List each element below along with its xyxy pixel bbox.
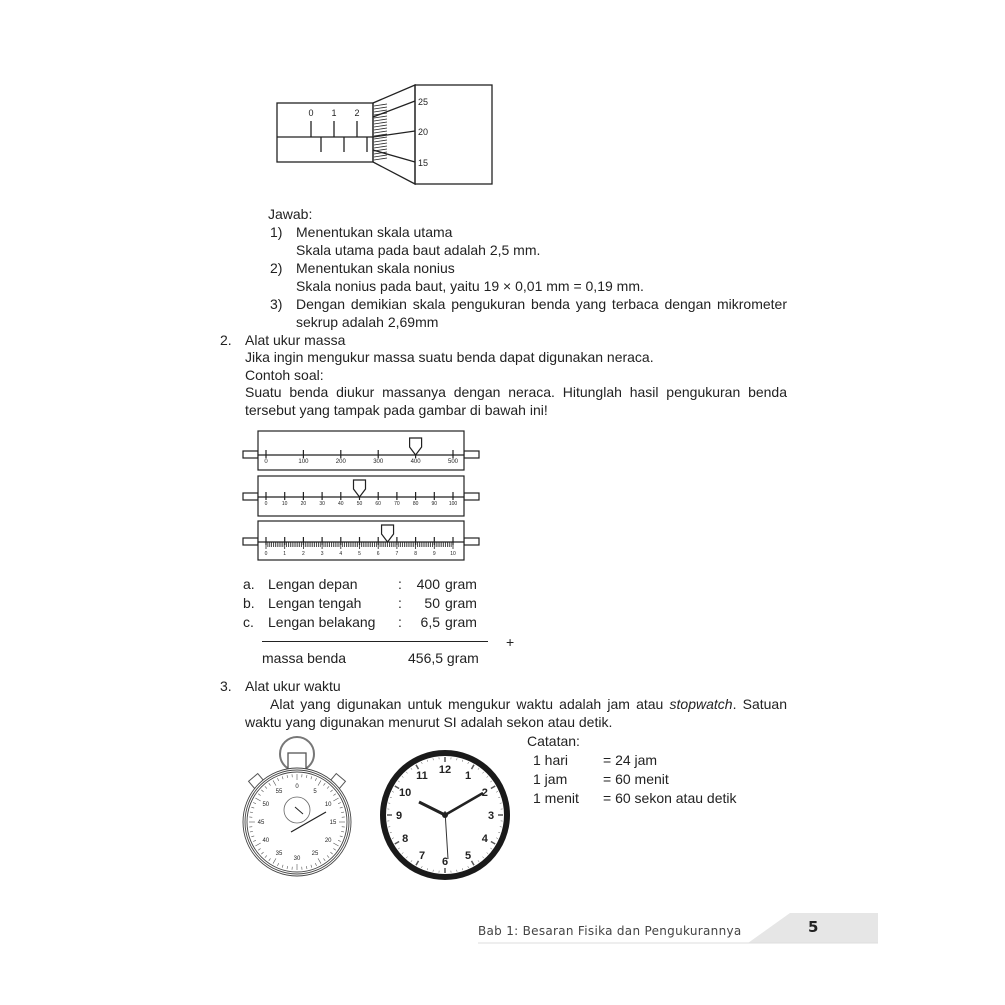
thimble-hatch	[374, 155, 387, 157]
result-letter: c.	[243, 614, 254, 630]
text: . Satuan	[732, 696, 787, 712]
beam-scale-label: 9	[432, 551, 436, 557]
beam-stub	[243, 451, 258, 458]
beam-scale-label: 5	[358, 551, 361, 557]
thimble-hatch	[374, 125, 387, 127]
clock-center	[442, 812, 448, 818]
section-number: 3.	[220, 678, 232, 694]
balance-beam	[243, 476, 479, 516]
clock-numeral: 5	[464, 849, 472, 862]
clock-numeral: 8	[402, 833, 409, 845]
beam-scale-label: 3	[320, 551, 324, 557]
clock-numeral: 9	[395, 810, 403, 822]
stopwatch-label: 55	[275, 788, 283, 795]
beam-scale-label: 500	[447, 459, 459, 465]
beam-scale-label: 1	[283, 551, 287, 557]
clock-numeral: 2	[481, 787, 488, 799]
step-detail: Skala nonius pada baut, yaitu 19 × 0,01 mm = 0,19 mm.	[296, 278, 644, 294]
beam-scale-label: 10	[450, 551, 456, 557]
thimble-hatch	[374, 131, 387, 133]
thimble-hatch	[374, 104, 387, 106]
paragraph: Suatu benda diukur massanya dengan neraca. Hitunglah hasil pengukuran benda	[245, 384, 787, 400]
stopwatch-label: 10	[324, 802, 332, 808]
result-value: 6,5	[420, 614, 440, 630]
beam-scale-label: 50	[356, 501, 363, 507]
stopwatch-label: 25	[311, 851, 319, 858]
result-letter: b.	[243, 595, 255, 611]
beam-frame	[258, 431, 464, 470]
step-title: Menentukan skala utama	[296, 224, 453, 240]
beam-scale-label: 6	[376, 551, 380, 557]
note-left: 1 jam	[533, 771, 568, 787]
beam-stub	[243, 538, 258, 545]
stopwatch-label: 20	[324, 838, 332, 844]
balance-beam	[243, 431, 479, 470]
page-number: 5	[808, 918, 819, 936]
clock-numeral: 11	[416, 770, 428, 783]
thimble-hatch	[374, 143, 387, 145]
step-title: Menentukan skala nonius	[296, 260, 455, 276]
beam-scale-label: 20	[300, 501, 307, 507]
step-number: 2)	[270, 260, 283, 276]
result-label: Lengan depan	[268, 576, 358, 592]
clock-numeral: 6	[441, 856, 449, 868]
step-number: 1)	[270, 224, 283, 240]
thimble-scale-label: 20	[418, 127, 429, 137]
thimble-hatch	[374, 149, 387, 151]
stopwatch-label: 50	[262, 802, 270, 808]
beam-scale-label: 30	[319, 501, 325, 507]
result-value: 50	[424, 595, 440, 611]
beam-scale-label: 60	[375, 501, 381, 507]
thimble-hatch	[374, 122, 387, 124]
result-label: Lengan tengah	[268, 595, 362, 611]
beam-scale-label: 10	[281, 501, 288, 507]
section-title: Alat ukur waktu	[245, 678, 341, 694]
thimble-scale-label: 15	[418, 158, 429, 168]
beam-scale-label: 400	[410, 459, 421, 465]
beam-stub	[243, 493, 258, 500]
stopwatch-label: 30	[293, 856, 301, 862]
balance-beam	[243, 521, 479, 560]
beam-scale-label: 40	[338, 501, 344, 507]
beam-scale-label: 2	[302, 551, 305, 557]
result-value: 400	[416, 576, 440, 592]
result-unit: gram	[445, 614, 477, 630]
main-scale-label: 2	[354, 108, 360, 118]
thimble-hatch	[374, 158, 387, 160]
main-scale-label: 1	[331, 108, 337, 118]
result-unit: gram	[445, 576, 477, 592]
thimble-scale-label: 25	[418, 97, 429, 107]
beam-scale-label: 200	[335, 459, 346, 465]
emphasis: stopwatch	[669, 696, 733, 712]
stopwatch-label: 35	[275, 851, 283, 858]
paragraph: tersebut yang tampak pada gambar di bawah ini!	[245, 402, 548, 418]
answer-heading: Jawab:	[268, 206, 313, 222]
micrometer-figure	[277, 85, 492, 184]
clock-numeral: 3	[487, 810, 495, 822]
thimble-hatch	[374, 110, 387, 112]
paragraph	[270, 695, 787, 713]
clock-numeral: 7	[418, 849, 426, 862]
result-colon: :	[398, 576, 402, 592]
section-number: 2.	[220, 332, 232, 348]
wall-clock-figure	[383, 753, 507, 877]
step-detail: sekrup adalah 2,69mm	[296, 314, 439, 330]
beam-scale-label: 300	[373, 459, 384, 465]
stopwatch-label: 40	[262, 838, 270, 844]
notes-heading: Catatan:	[527, 733, 580, 749]
note-left: 1 hari	[533, 752, 569, 768]
beam-scale-label: 0	[264, 551, 268, 557]
beam-stub	[464, 493, 479, 500]
beam-stub	[464, 451, 479, 458]
thimble-hatch	[374, 137, 387, 139]
beam-scale-label: 90	[431, 501, 438, 507]
clock-numeral: 4	[481, 833, 488, 845]
note-right: = 60 menit	[603, 771, 669, 787]
example-label: Contoh soal:	[245, 367, 324, 383]
text: Alat yang digunakan untuk mengukur waktu adalah jam atau	[270, 696, 670, 712]
stopwatch-label: 0	[295, 784, 299, 790]
sum-line	[262, 641, 488, 642]
beam-scale-label: 8	[414, 551, 417, 557]
plus-sign: +	[506, 634, 515, 650]
result-unit: gram	[445, 595, 477, 611]
chapter-title: Bab 1: Besaran Fisika dan Pengukurannya	[478, 924, 742, 938]
beam-scale-label: 7	[395, 551, 399, 557]
clock-numeral: 12	[438, 764, 452, 776]
section-title: Alat ukur massa	[245, 332, 346, 348]
beam-scale-label: 80	[412, 501, 419, 507]
step-number: 3)	[270, 296, 283, 312]
paragraph: Jika ingin mengukur massa suatu benda dapat digunakan neraca.	[245, 349, 654, 365]
note-left: 1 menit	[533, 790, 579, 806]
result-colon: :	[398, 614, 402, 630]
beam-scale-label: 100	[298, 459, 309, 465]
stopwatch-label: 45	[257, 820, 265, 826]
beam-scale-label: 4	[339, 551, 343, 557]
step-detail: Skala utama pada baut adalah 2,5 mm.	[296, 242, 541, 258]
thimble-hatch	[374, 107, 387, 109]
beam-scale-label: 0	[264, 459, 268, 465]
main-scale-label: 0	[308, 108, 314, 118]
paragraph: waktu yang digunakan menurut SI adalah sekon atau detik.	[245, 714, 613, 730]
stopwatch-label: 5	[313, 788, 317, 795]
note-right: = 24 jam	[603, 752, 658, 768]
clock-numeral: 10	[399, 787, 412, 799]
beam-stub	[464, 538, 479, 545]
thimble-hatch	[374, 119, 387, 121]
note-right: = 60 sekon atau detik	[603, 790, 737, 806]
thimble-hatch	[374, 128, 387, 130]
result-colon: :	[398, 595, 402, 611]
step-title: Dengan demikian skala pengukuran benda yang terbaca dengan mikrometer	[296, 296, 787, 312]
beam-scale-label: 70	[394, 501, 400, 507]
result-letter: a.	[243, 576, 255, 592]
clock-numeral: 1	[464, 770, 472, 783]
total-value: 456,5 gram	[408, 650, 479, 666]
beam-scale-label: 100	[448, 501, 458, 507]
stopwatch-label: 15	[329, 820, 337, 826]
stopwatch-figure	[243, 737, 351, 876]
beam-scale-label: 0	[264, 501, 268, 507]
thimble-hatch	[374, 146, 387, 148]
triple-beam-balance-figure	[243, 431, 479, 560]
thimble-hatch	[374, 140, 387, 142]
total-label: massa benda	[262, 650, 347, 666]
result-label: Lengan belakang	[268, 614, 376, 630]
